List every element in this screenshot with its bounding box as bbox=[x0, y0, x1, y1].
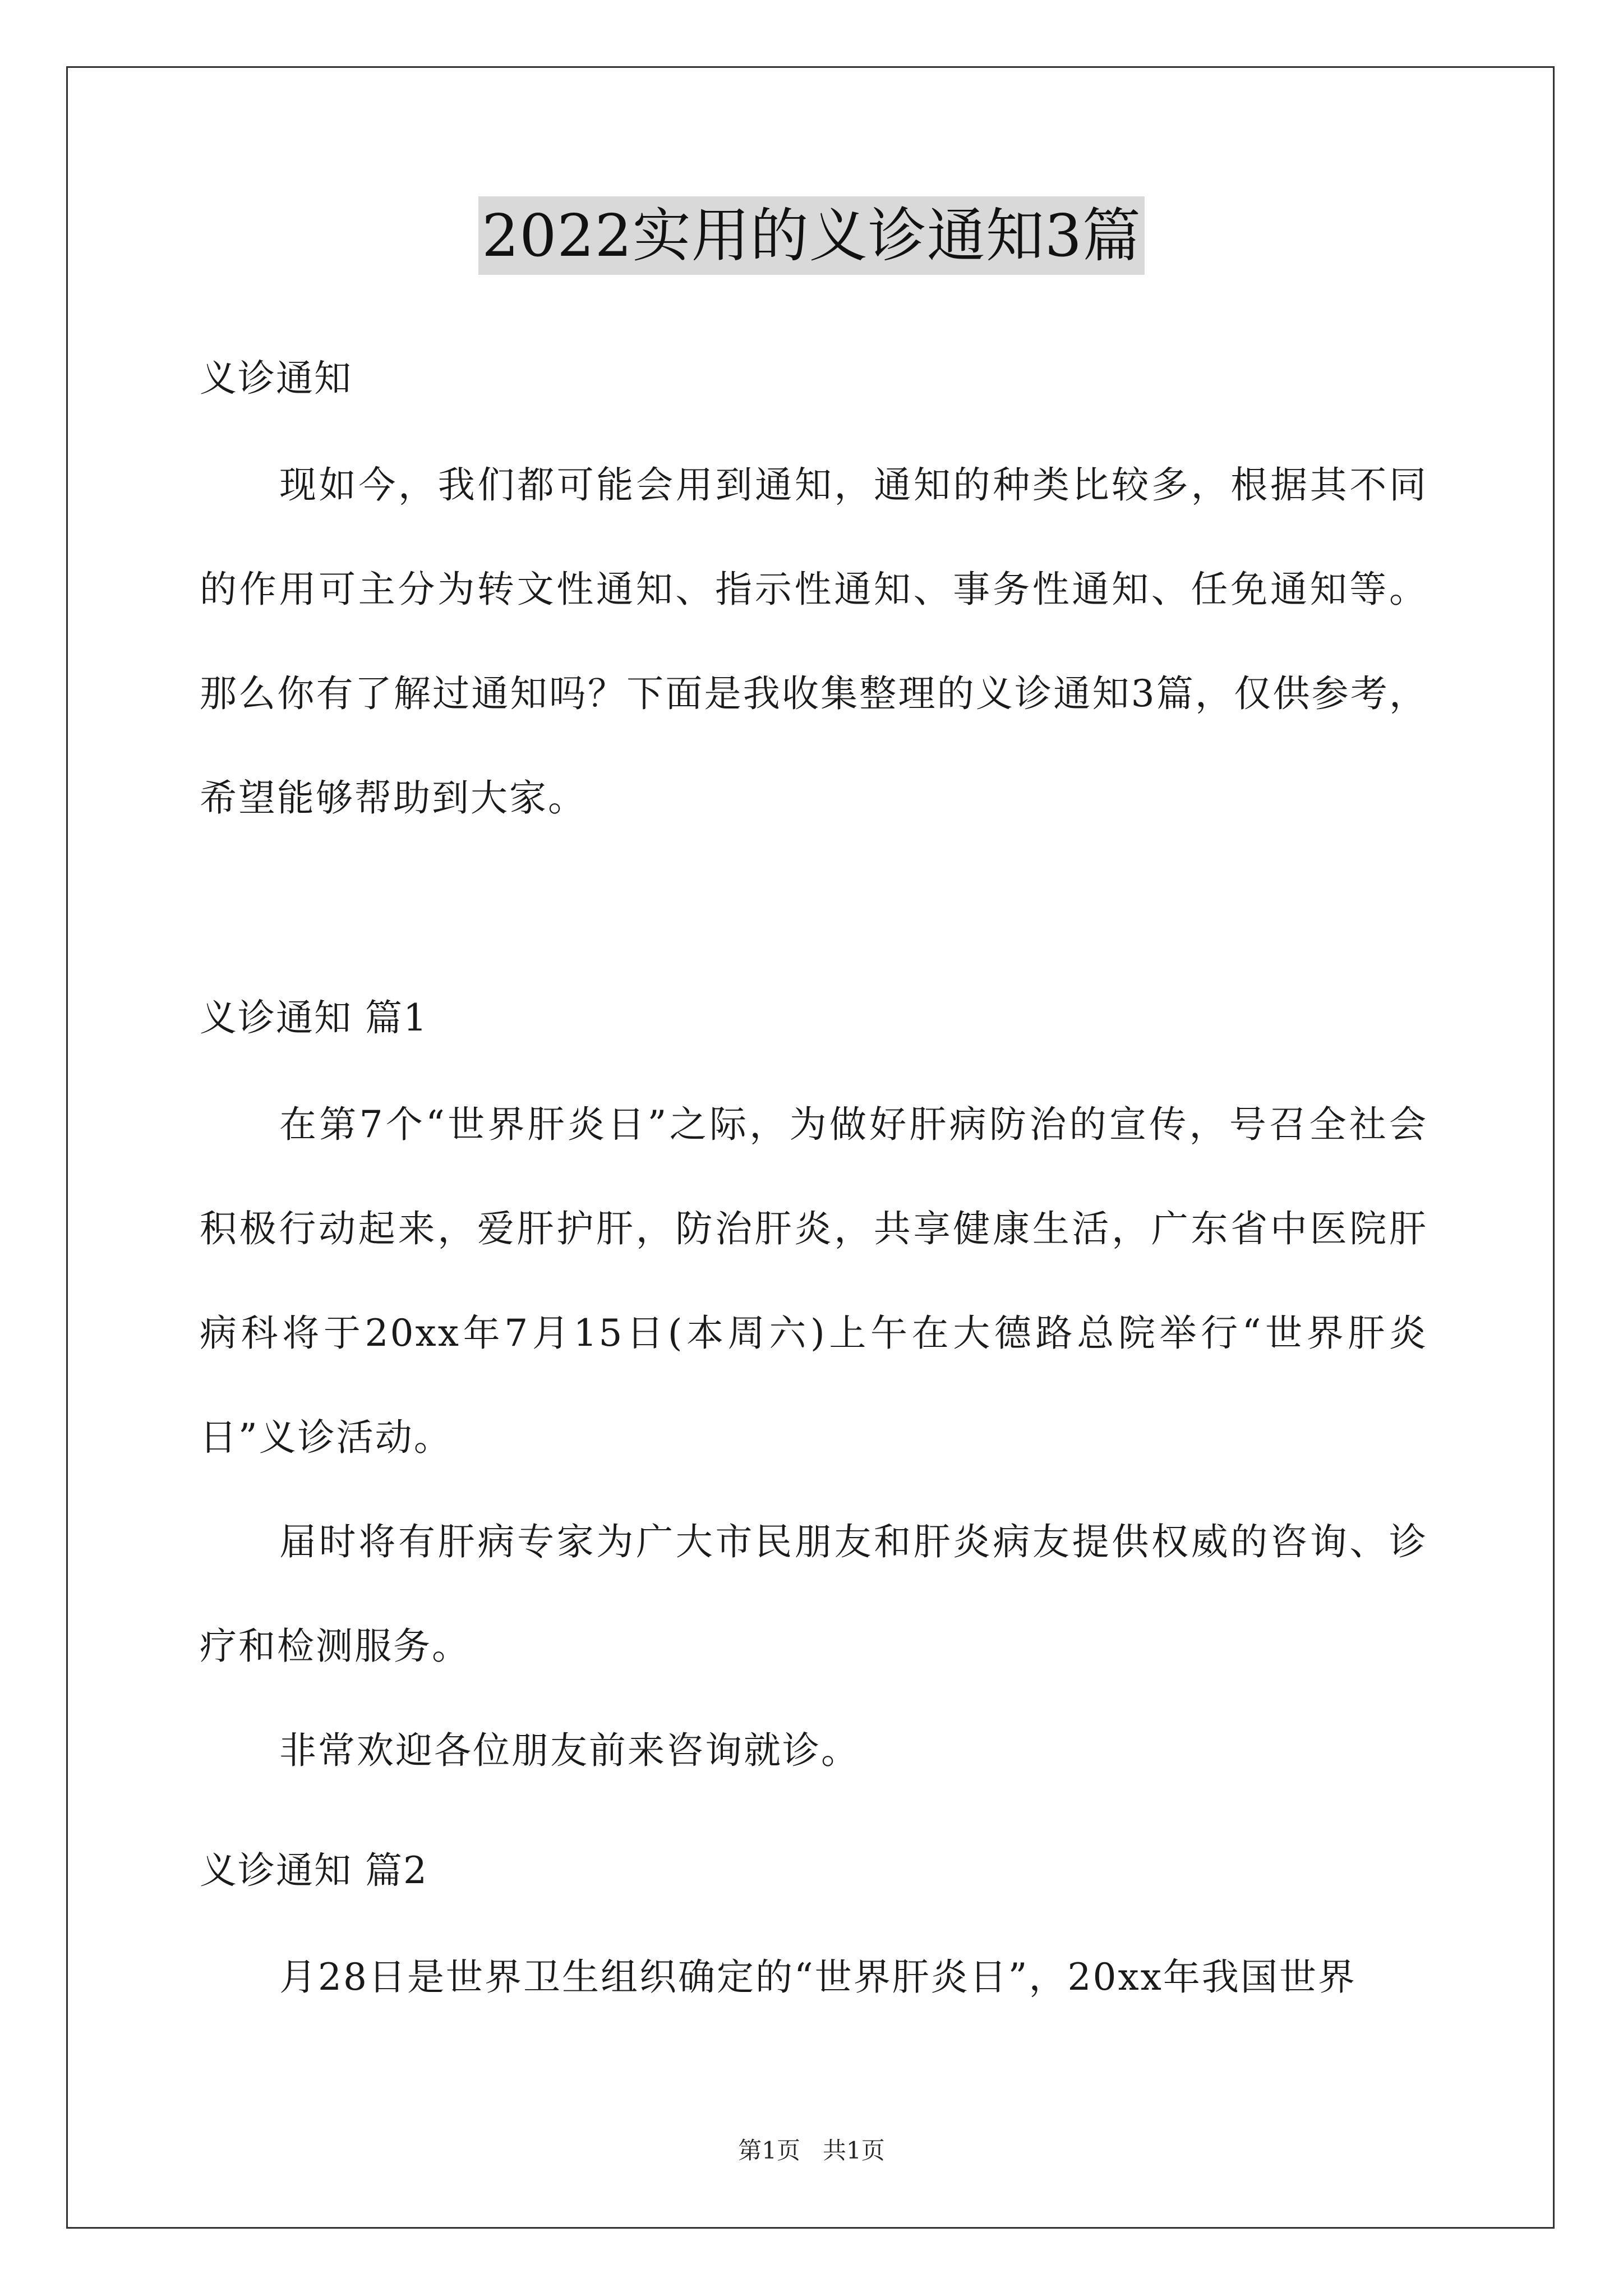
section-1-paragraph-1: 在第7个“世界肝炎日”之际，为做好肝病防治的宣传，号召全社会积极行动起来，爱肝护肝，防治肝炎，共享健康生活，广东省中医院肝病科将于20xx年7月15日(本周六)上午在大德路总院举行“世界肝炎日”义诊活动。 bbox=[200, 1103, 1428, 1459]
page-footer bbox=[0, 2134, 1623, 2168]
document-title: 2022实用的义诊通知3篇 bbox=[478, 196, 1145, 275]
page-number: 第1页 bbox=[738, 2137, 800, 2164]
section-1-paragraph-3: 非常欢迎各位朋友前来咨询就诊。 bbox=[279, 1729, 860, 1772]
title-container bbox=[0, 196, 1623, 275]
page-total: 共1页 bbox=[823, 2137, 885, 2164]
section-2-heading: 义诊通知 篇2 bbox=[200, 1849, 428, 1892]
intro-heading: 义诊通知 bbox=[200, 357, 352, 400]
section-1-paragraph-2: 届时将有肝病专家为广大市民朋友和肝炎病友提供权威的咨询、诊疗和检测服务。 bbox=[200, 1520, 1428, 1668]
section-1-heading: 义诊通知 篇1 bbox=[200, 996, 428, 1039]
section-2-paragraph-1: 月28日是世界卫生组织确定的“世界肝炎日”，20xx年我国世界 bbox=[279, 1955, 1357, 1999]
intro-paragraph: 现如今，我们都可能会用到通知，通知的种类比较多，根据其不同的作用可主分为转文性通知、指示性通知、事务性通知、任免通知等。那么你有了解过通知吗？下面是我收集整理的义诊通知3篇，仅供参考，希望能够帮助到大家。 bbox=[200, 463, 1428, 820]
